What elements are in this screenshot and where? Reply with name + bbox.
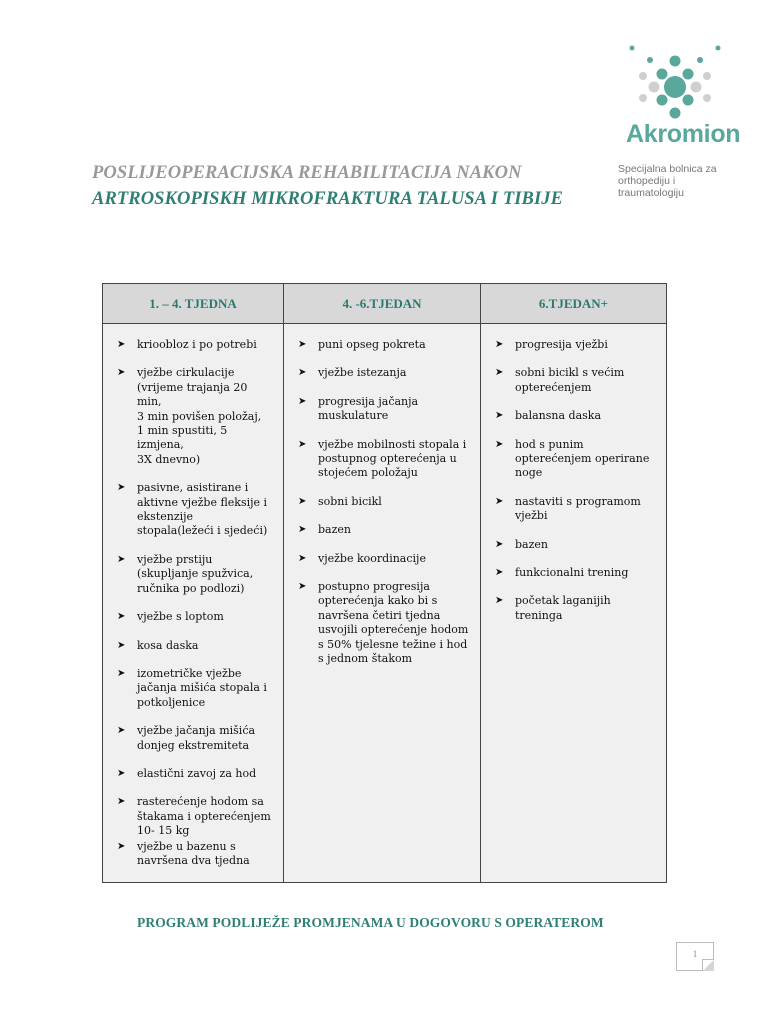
exercise-item: ➤ krioobloz i po potrebi xyxy=(117,338,275,352)
logo-dot xyxy=(691,82,702,93)
logo-wordmark: Akromion xyxy=(626,120,741,148)
exercise-item: ➤ vježbe jačanja mišića donjeg ekstremiteta xyxy=(117,724,275,753)
logo-dot xyxy=(697,57,703,63)
column-header-week-6-plus: 6.TJEDAN+ xyxy=(481,284,667,324)
logo-dot xyxy=(639,94,647,102)
table-header-row xyxy=(103,284,667,324)
logo-dot xyxy=(703,94,711,102)
logo-dot xyxy=(657,95,668,106)
page-number-box xyxy=(676,942,714,971)
logo-dot xyxy=(647,57,653,63)
exercise-item: ➤ vježbe istezanja xyxy=(298,366,472,380)
footer-note: PROGRAM PODLIJEŽE PROMJENAMA U DOGOVORU S OPERATEROM xyxy=(137,915,604,930)
logo-subtitle-line: Specijalna bolnica za xyxy=(618,163,717,175)
exercise-item: ➤ kosa daska xyxy=(117,639,275,653)
logo-dot xyxy=(670,56,681,67)
rehabilitation-table xyxy=(102,283,667,883)
exercise-item: ➤ bazen xyxy=(298,523,472,537)
exercise-list xyxy=(298,338,472,667)
exercise-item: ➤ sobni bicikl xyxy=(298,495,472,509)
exercise-item: ➤ vježbe mobilnosti stopala i postupnog opterećenja u stojećem položaju xyxy=(298,438,472,481)
logo-dot xyxy=(716,46,721,51)
exercise-item: ➤ vježbe s loptom xyxy=(117,610,275,624)
page-curl-icon xyxy=(702,959,714,971)
logo-dot xyxy=(657,69,668,80)
logo-dot xyxy=(703,72,711,80)
exercise-item: ➤ vježbe prstiju (skupljanje spužvica, ručnika po podlozi) xyxy=(117,553,275,596)
column-cell-weeks-1-4 xyxy=(103,324,284,883)
exercise-item: ➤ elastični zavoj za hod xyxy=(117,767,275,781)
column-cell-week-6-plus xyxy=(481,324,667,883)
logo-dot xyxy=(649,82,660,93)
logo-subtitle-line: orthopediju i traumatologiju xyxy=(618,175,684,199)
exercise-item: ➤ nastaviti s programom vježbi xyxy=(495,495,658,524)
exercise-item: ➤ puni opseg pokreta xyxy=(298,338,472,352)
exercise-item: ➤ progresija vježbi xyxy=(495,338,658,352)
logo-dot xyxy=(683,69,694,80)
logo-dot xyxy=(683,95,694,106)
exercise-item: ➤ hod s punim opterećenjem operirane noge xyxy=(495,438,658,481)
exercise-item: ➤ sobni bicikl s većim opterećenjem xyxy=(495,366,658,395)
exercise-item: ➤ vježbe u bazenu s navršena dva tjedna xyxy=(117,840,275,869)
logo-dot xyxy=(664,76,686,98)
exercise-item: ➤ vježbe cirkulacije (vrijeme trajanja 20 min, 3 min povišen položaj, 1 min spustiti, 5 izmjena, 3X dnevno) xyxy=(117,366,275,467)
document-title-line1: POSLIJEOPERACIJSKA REHABILITACIJA NAKON xyxy=(92,163,522,183)
exercise-item: ➤ balansna daska xyxy=(495,409,658,423)
logo-subtitle xyxy=(618,163,718,199)
exercise-item: ➤ izometričke vježbe jačanja mišića stopala i potkoljenice xyxy=(117,667,275,710)
logo-dot xyxy=(630,46,635,51)
exercise-item: ➤ vježbe koordinacije xyxy=(298,552,472,566)
column-header-weeks-1-4: 1. – 4. TJEDNA xyxy=(103,284,284,324)
logo-dot xyxy=(639,72,647,80)
document-title-line2: ARTROSKOPISKH MIKROFRAKTURA TALUSA I TIBIJE xyxy=(92,189,564,209)
exercise-list xyxy=(117,338,275,868)
table-body-row xyxy=(103,324,667,883)
column-header-weeks-4-6: 4. -6.TJEDAN xyxy=(284,284,481,324)
exercise-item: ➤ funkcionalni trening xyxy=(495,566,658,580)
exercise-item: ➤ pasivne, asistirane i aktivne vježbe fleksije i ekstenzije stopala(ležeći i sjedeći) xyxy=(117,481,275,539)
page-number: 1 xyxy=(692,949,698,959)
exercise-item: ➤ rasterećenje hodom sa štakama i opterećenjem 10- 15 kg xyxy=(117,795,275,838)
exercise-list xyxy=(495,338,658,623)
exercise-item: ➤ progresija jačanja muskulature xyxy=(298,395,472,424)
exercise-item: ➤ bazen xyxy=(495,538,658,552)
exercise-item: ➤ postupno progresija opterećenja kako bi s navršena četiri tjedna usvojili opterećenje hodom s 50% tjelesne težine i hod s jednom štakom xyxy=(298,580,472,666)
exercise-item: ➤ početak laganijih treninga xyxy=(495,594,658,623)
column-cell-weeks-4-6 xyxy=(284,324,481,883)
logo-dot xyxy=(670,108,681,119)
